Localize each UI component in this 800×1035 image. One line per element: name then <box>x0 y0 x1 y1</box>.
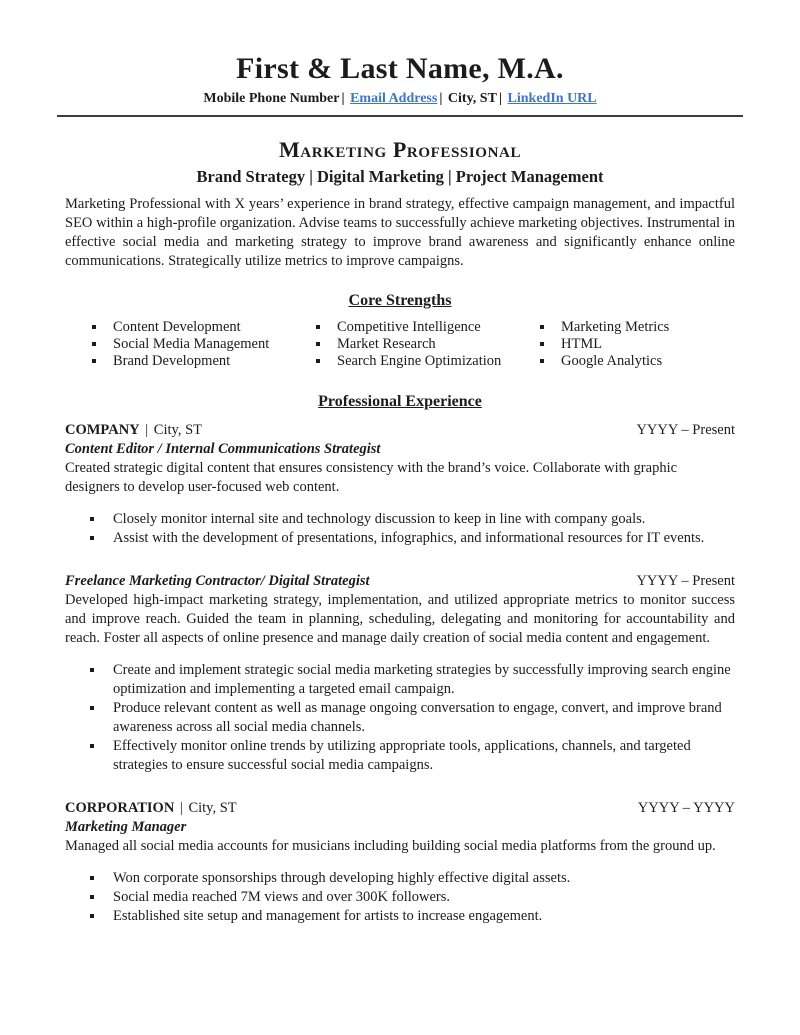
linkedin-link[interactable]: LinkedIn URL <box>507 91 597 106</box>
core-strengths-list <box>65 319 735 370</box>
bullet-icon <box>90 517 94 521</box>
job-title: Marketing Manager <box>65 819 187 835</box>
bullet-icon <box>90 744 94 748</box>
strength-item <box>92 353 316 370</box>
bullet-text: Assist with the development of presentations, infographics, and informational resources for IT events. <box>113 530 705 546</box>
location-text: City, ST <box>447 91 497 106</box>
bullet-icon <box>90 536 94 540</box>
separator: | <box>498 91 503 106</box>
job-dates: YYYY – Present <box>636 422 735 438</box>
job-bullet <box>65 529 735 548</box>
bullet-text: Closely monitor internal site and technology discussion to keep in line with company goals. <box>113 511 646 527</box>
separator: | <box>341 91 345 106</box>
strength-label: Marketing Metrics <box>561 319 670 335</box>
job-bullet-list <box>65 869 735 926</box>
bullet-icon <box>90 706 94 710</box>
job-title-row <box>65 572 735 591</box>
strength-item <box>540 336 735 353</box>
job-title: Content Editor / Internal Communications Strategist <box>65 441 381 457</box>
job-bullet <box>65 907 735 926</box>
job-bullet <box>65 510 735 529</box>
strength-item <box>92 336 316 353</box>
core-strengths-heading: Core Strengths <box>348 292 452 309</box>
bullet-icon <box>90 914 94 918</box>
bullet-text: Social media reached 7M views and over 300K followers. <box>113 889 451 905</box>
bullet-icon <box>540 342 544 346</box>
bullet-text: Won corporate sponsorships through developing highly effective digital assets. <box>113 870 571 886</box>
company-name: CORPORATION <box>65 800 175 816</box>
phone-text: Mobile Phone Number <box>203 91 340 106</box>
strength-label: Social Media Management <box>113 336 270 352</box>
separator: | <box>439 91 443 106</box>
separator: | <box>145 422 149 438</box>
strength-label: Brand Development <box>113 353 231 369</box>
contact-line <box>65 90 735 107</box>
job-bullet <box>65 661 735 699</box>
bullet-icon <box>540 325 544 329</box>
strength-item <box>316 319 540 336</box>
header-divider <box>57 115 743 117</box>
strength-label: HTML <box>561 336 603 352</box>
profile-summary: Marketing Professional with X years’ experience in brand strategy, effective campaign management, and impactful SEO within a high-profile organization. Advise teams to successfully achieve marketing objectives. Instrumental in effective social media and marketing strategy to improve brand awareness and significantly enhance online communications. Strategically utilize metrics to improve campaigns. <box>65 196 735 269</box>
strength-item <box>316 336 540 353</box>
job-bullet-list <box>65 510 735 548</box>
bullet-icon <box>92 325 96 329</box>
company-line <box>65 421 202 440</box>
job-summary: Managed all social media accounts for musicians including building social media platforms from the ground up. <box>65 838 716 854</box>
bullet-icon <box>316 359 320 363</box>
bullet-text: Established site setup and management for artists to increase engagement. <box>113 908 543 924</box>
bullet-icon <box>316 342 320 346</box>
strength-label: Market Research <box>337 336 436 352</box>
company-line <box>65 799 237 818</box>
strength-item <box>92 319 316 336</box>
job-bullet <box>65 699 735 737</box>
bullet-icon <box>90 668 94 672</box>
job-bullet-list <box>65 661 735 775</box>
candidate-name: First & Last Name, M.A. <box>236 52 564 85</box>
bullet-icon <box>90 895 94 899</box>
job-bullet <box>65 869 735 888</box>
job-bullet <box>65 737 735 775</box>
job-title: Freelance Marketing Contractor/ Digital Strategist <box>65 573 370 589</box>
bullet-text: Effectively monitor online trends by utilizing appropriate tools, applications, channels, and targeted strategies to ensure successful social media campaigns. <box>113 738 691 773</box>
company-location: City, ST <box>153 422 203 438</box>
job-summary: Developed high-impact marketing strategy, implementation, and utilized appropriate metrics to monitor success and improve reach. Guided the team in planning, scheduling, delegating and monitoring for accountability and reach. Foster all aspects of online presence and manage daily creation of social media content and engagement. <box>65 592 735 646</box>
strength-item <box>540 353 735 370</box>
profession-title: Marketing Professional <box>278 137 522 162</box>
strength-item <box>540 319 735 336</box>
profession-subtitle: Brand Strategy | Digital Marketing | Project Management <box>196 167 604 186</box>
job-company-row <box>65 799 735 818</box>
bullet-icon <box>92 342 96 346</box>
experience-heading: Professional Experience <box>318 393 482 410</box>
bullet-icon <box>540 359 544 363</box>
job-summary: Created strategic digital content that ensures consistency with the brand’s voice. Collaborate with graphic designers to develop user-focused web content. <box>65 460 678 495</box>
strength-label: Competitive Intelligence <box>337 319 481 335</box>
strength-label: Content Development <box>113 319 241 335</box>
bullet-icon <box>90 876 94 880</box>
strength-item <box>316 353 540 370</box>
separator: | <box>179 800 183 816</box>
job-dates: YYYY – Present <box>636 573 735 589</box>
strength-label: Google Analytics <box>561 353 663 369</box>
bullet-icon <box>316 325 320 329</box>
strength-label: Search Engine Optimization <box>337 353 502 369</box>
email-link[interactable]: Email Address <box>350 91 438 106</box>
bullet-icon <box>92 359 96 363</box>
bullet-text: Produce relevant content as well as manage ongoing conversation to engage, convert, and improve brand awareness across all social media channels. <box>113 700 722 735</box>
job-dates: YYYY – YYYY <box>637 800 735 816</box>
company-name: COMPANY <box>65 422 140 438</box>
bullet-text: Create and implement strategic social media marketing strategies by successfully improving search engine optimization and implementing a targeted email campaign. <box>113 662 731 697</box>
job-bullet <box>65 888 735 907</box>
job-company-row <box>65 421 735 440</box>
company-location: City, ST <box>188 800 237 816</box>
